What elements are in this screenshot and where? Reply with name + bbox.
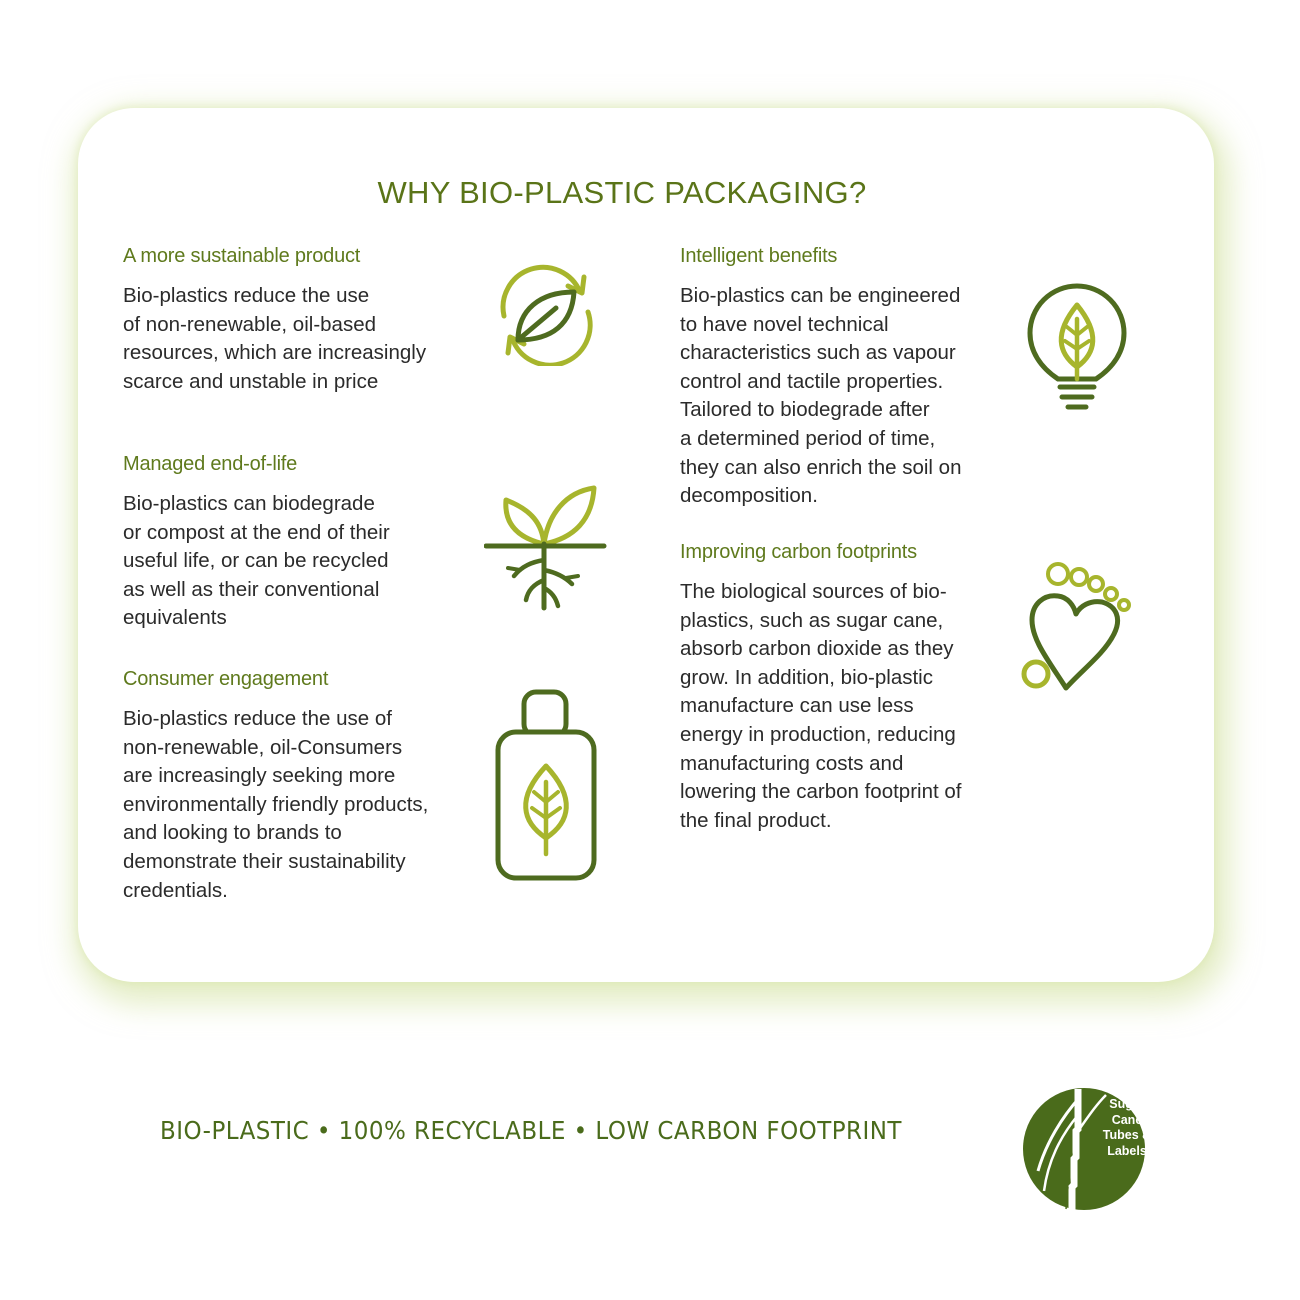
section-heading: A more sustainable product bbox=[123, 245, 361, 267]
section-body: The biological sources of bio- plastics, such as sugar cane, absorb carbon dioxide as they grow. In addition, bio-plastic manufacture can use less energy in production, reducing manufacturing costs and lowering the carbon footprint of the final product. bbox=[680, 580, 962, 832]
footer-tagline: BIO-PLASTIC • 100% RECYCLABLE • LOW CARBON FOOTPRINT bbox=[160, 1116, 902, 1145]
section-intelligent-benefits bbox=[680, 245, 961, 511]
bottle-leaf-icon bbox=[494, 688, 598, 884]
section-carbon-footprints bbox=[680, 541, 961, 835]
section-body: Bio-plastics can be engineered to have novel technical characteristics such as vapour control and tactile properties. Tailored to biodegrade after a determined period of time, they can also enrich the soil on decomposition. bbox=[680, 284, 962, 508]
section-heading: Consumer engagement bbox=[123, 668, 329, 690]
section-consumer-engagement bbox=[123, 668, 428, 905]
heart-footprint-icon bbox=[1018, 560, 1140, 694]
section-body: Bio-plastics can biodegrade or compost at the end of their useful life, or can be recycled as well as their conventional equivalents bbox=[123, 492, 390, 630]
section-heading: Improving carbon footprints bbox=[680, 541, 917, 563]
section-body: Bio-plastics reduce the use of non-renewable, oil-Consumers are increasingly seeking more environmentally friendly products, and looking to brands to demonstrate their sustainability credentials. bbox=[123, 707, 429, 902]
page-title: WHY BIO-PLASTIC PACKAGING? bbox=[377, 175, 867, 210]
recycle-leaf-icon bbox=[484, 262, 608, 366]
section-body: Bio-plastics reduce the use of non-renewable, oil-based resources, which are increasingly scarce and unstable in price bbox=[123, 284, 427, 393]
section-managed-end-of-life bbox=[123, 453, 390, 633]
section-sustainable-product bbox=[123, 245, 426, 396]
badge-label: Sugar Cane Tubes & Labels bbox=[1102, 1097, 1152, 1158]
sprout-roots-icon bbox=[484, 480, 608, 612]
lightbulb-leaf-icon bbox=[1026, 283, 1128, 413]
section-heading: Intelligent benefits bbox=[680, 245, 838, 267]
section-heading: Managed end-of-life bbox=[123, 453, 298, 475]
